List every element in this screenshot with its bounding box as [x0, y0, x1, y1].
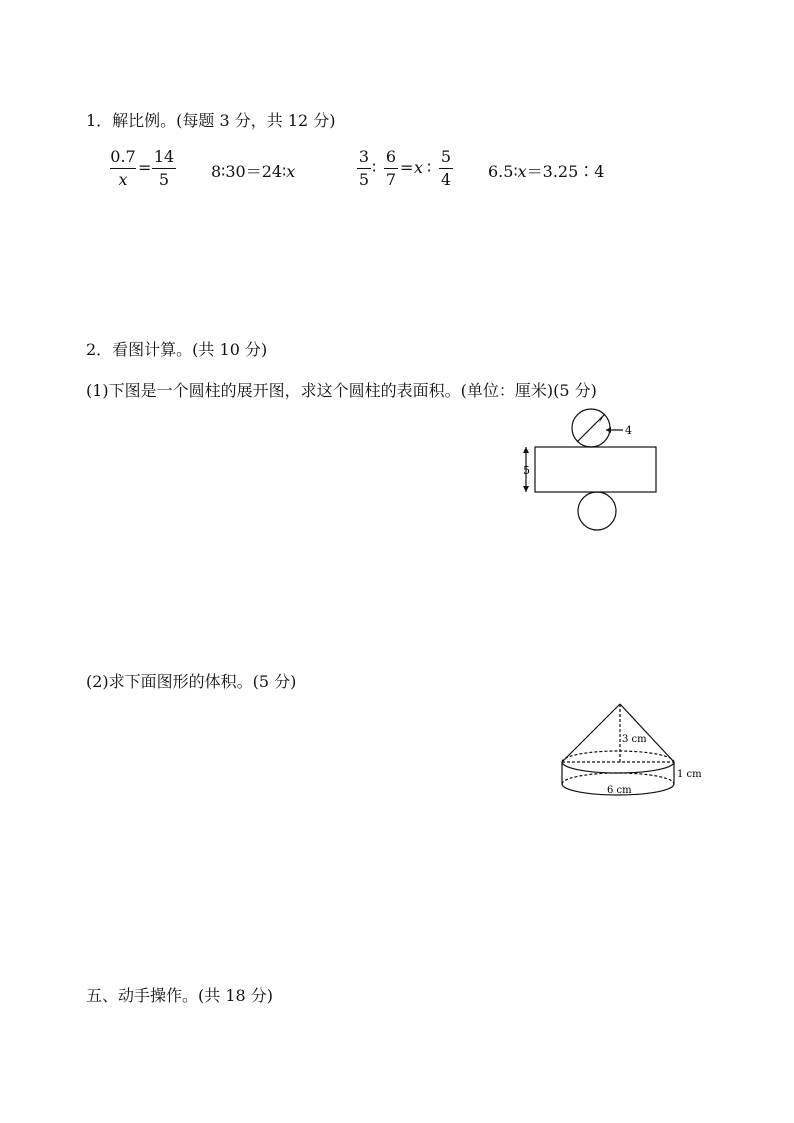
- diameter-label: 6 cm: [607, 785, 632, 796]
- net-bottom-circle: [578, 492, 616, 530]
- sub-question-1: (1)下图是一个圆柱的展开图，求这个圆柱的表面积。(单位：厘米)(5 分): [86, 381, 597, 400]
- pointer-arrowhead: [606, 427, 611, 433]
- fraction-3-over-5: 3 5: [358, 147, 370, 189]
- cylinder-height-label: 1 cm: [677, 769, 702, 780]
- net-rectangle: [535, 447, 656, 492]
- ratio-colon: ∶: [372, 158, 377, 177]
- diameter-line: [577, 414, 605, 442]
- cylinder-bottom-back: [562, 773, 674, 784]
- variable-x: x: [414, 158, 424, 177]
- net-diameter-label: 4: [625, 424, 632, 437]
- fraction-5-over-4: 5 4: [440, 147, 452, 189]
- net-height-label: 5: [523, 464, 530, 477]
- section-5-title: 五、动手操作。(共 18 分): [86, 986, 274, 1005]
- equals-sign: =: [400, 158, 414, 177]
- sub-question-2: (2)求下面图形的体积。(5 分): [86, 672, 297, 691]
- fraction-6-over-7: 6 7: [385, 147, 397, 189]
- cone-left-edge: [562, 704, 620, 762]
- proportion-4: 6.5∶x＝3.25∶4: [488, 162, 605, 181]
- cone-base-front: [562, 762, 674, 773]
- fraction-0-7-over-x: 0.7 x: [110, 147, 136, 189]
- cone-on-cylinder-diagram: [555, 700, 715, 800]
- cone-base-back: [562, 751, 674, 762]
- equals-sign: =: [138, 158, 152, 177]
- cylinder-net-diagram: [515, 405, 675, 535]
- fraction-14-over-5: 14 5: [153, 147, 175, 189]
- cone-right-edge: [620, 704, 674, 762]
- proportion-2: 8∶30＝24∶x: [211, 162, 296, 181]
- ratio-colon: ∶: [427, 158, 432, 177]
- question-2-title: 2．看图计算。(共 10 分): [86, 340, 268, 359]
- question-1-title: 1．解比例。(每题 3 分，共 12 分): [86, 111, 336, 130]
- cone-height-label: 3 cm: [622, 734, 647, 745]
